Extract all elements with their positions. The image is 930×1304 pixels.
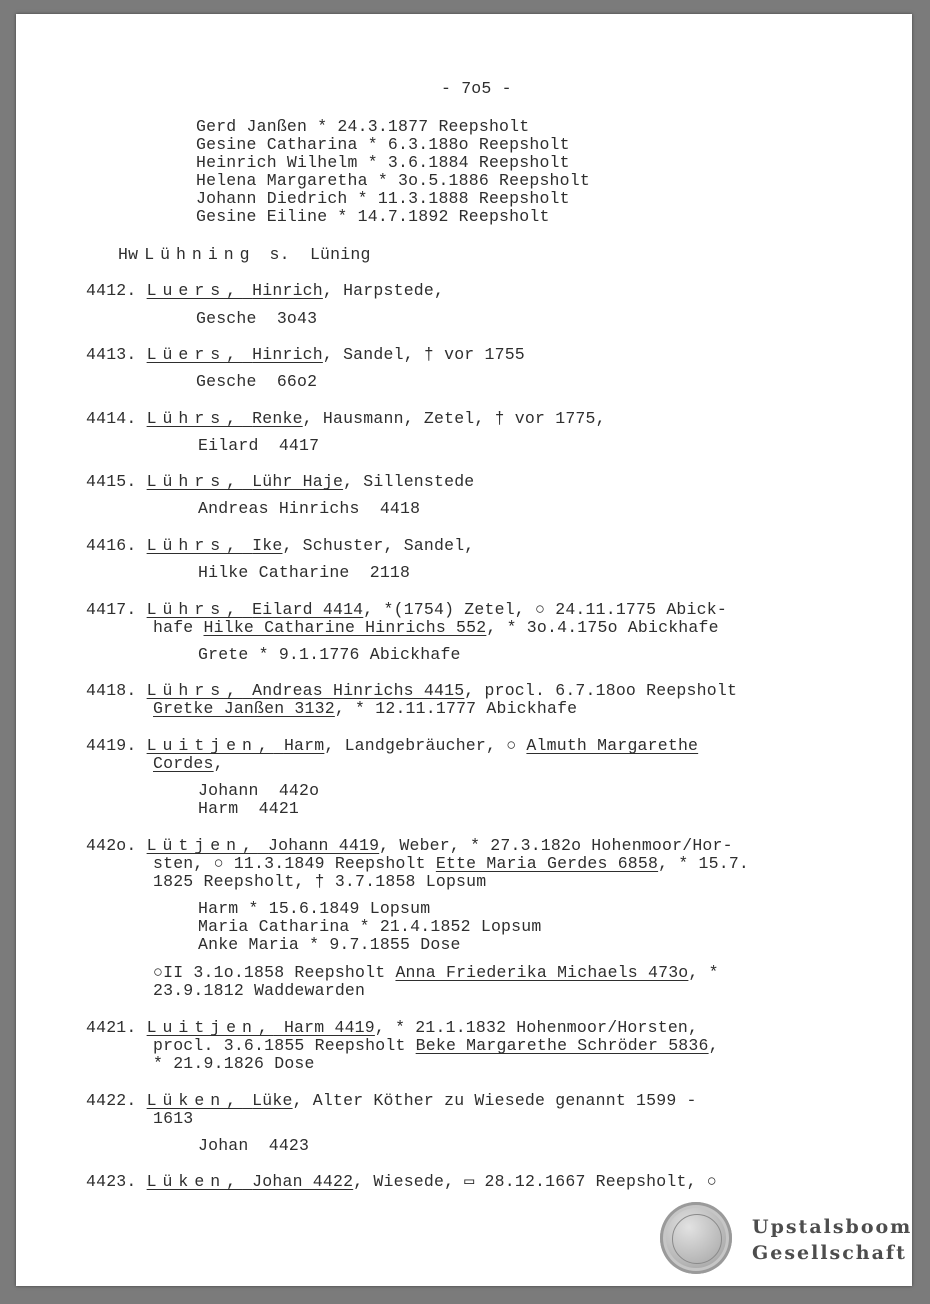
entry-4419: 4419. Luitjen, Harm, Landgebräucher, ○ Almuth Margarethe: [86, 736, 699, 755]
page-number: - 7o5 -: [441, 79, 512, 98]
spouse-name: Almuth Margarethe: [526, 736, 699, 755]
entry-child: Hilke Catharine 2118: [198, 563, 411, 582]
entry-4422: 4422. Lüken, Lüke, Alter Köther zu Wiesede genannt 1599 -: [86, 1091, 697, 1110]
entry-line: 1613: [153, 1109, 194, 1128]
entry-4420: 442o. Lütjen, Johann 4419, Weber, * 27.3.182o Hohenmoor/Hor-: [86, 836, 733, 855]
entry-4418: 4418. Lührs, Andreas Hinrichs 4415, procl. 6.7.18oo Reepsholt: [86, 681, 738, 700]
entry-number: 4414.: [86, 409, 137, 428]
entry-line: procl. 3.6.1855 Reepsholt Beke Margarethe Schröder 5836,: [153, 1036, 719, 1055]
entry-4421: 4421. Luitjen, Harm 4419, * 21.1.1832 Hohenmoor/Horsten,: [86, 1018, 699, 1037]
entry-number: 4412.: [86, 281, 137, 300]
entry-line: Gretke Janßen 3132, * 12.11.1777 Abickhafe: [153, 699, 578, 718]
entry-number: 4417.: [86, 600, 137, 619]
entry-number: 4418.: [86, 681, 137, 700]
entry-name: Lüers, Hinrich: [146, 345, 323, 364]
ref-rest: s. Lüning: [269, 245, 371, 264]
entry-4414: 4414. Lührs, Renke, Hausmann, Zetel, † vor 1775,: [86, 409, 606, 428]
spouse-name: Ette Maria Gerdes 6858: [435, 854, 659, 873]
entry-name: Luitjen, Harm 4419: [146, 1018, 375, 1037]
logo-line2: Gesellschaft: [752, 1242, 907, 1264]
entry-child: Johann 442o: [198, 781, 320, 800]
entry-name: Lührs, Andreas Hinrichs 4415: [146, 681, 465, 700]
entry-child: Harm 4421: [198, 799, 300, 818]
entry-name: Lührs, Eilard 4414: [146, 600, 364, 619]
entry-name: Luitjen, Harm: [146, 736, 325, 755]
logo-line1: Upstalsboom: [752, 1216, 913, 1238]
child-line: Gerd Janßen * 24.3.1877 Reepsholt: [196, 117, 530, 136]
entry-child: Gesche 66o2: [196, 372, 318, 391]
entry-child: Harm * 15.6.1849 Lopsum: [198, 899, 431, 918]
entry-child: Anke Maria * 9.7.1855 Dose: [198, 935, 461, 954]
entry-number: 4413.: [86, 345, 137, 364]
cross-reference: [118, 246, 371, 264]
entry-name: Lüken, Johan 4422: [146, 1172, 354, 1191]
entry-line: sten, ○ 11.3.1849 Reepsholt Ette Maria Gerdes 6858, * 15.7.: [153, 854, 750, 873]
second-marriage: ○II 3.1o.1858 Reepsholt Anna Friederika Michaels 473o, *: [153, 963, 719, 982]
spouse-name: Anna Friederika Michaels 473o: [395, 963, 689, 982]
entry-child: Maria Catharina * 21.4.1852 Lopsum: [198, 917, 542, 936]
child-line: Johann Diedrich * 11.3.1888 Reepsholt: [196, 189, 570, 208]
entry-number: 442o.: [86, 836, 137, 855]
entry-child: Eilard 4417: [198, 436, 320, 455]
ref-prefix: Hw: [118, 245, 139, 264]
entry-child: Grete * 9.1.1776 Abickhafe: [198, 645, 461, 664]
entry-name: Lührs, Renke: [146, 409, 303, 428]
spouse-name: Beke Margarethe Schröder 5836: [415, 1036, 709, 1055]
entry-line: 23.9.1812 Waddewarden: [153, 981, 366, 1000]
entry-child: Andreas Hinrichs 4418: [198, 499, 421, 518]
entry-line: 1825 Reepsholt, † 3.7.1858 Lopsum: [153, 872, 487, 891]
entry-line: * 21.9.1826 Dose: [153, 1054, 315, 1073]
entry-number: 4415.: [86, 472, 137, 491]
child-line: Helena Margaretha * 3o.5.1886 Reepsholt: [196, 171, 590, 190]
entry-child: Johan 4423: [198, 1136, 310, 1155]
child-line: Gesine Eiline * 14.7.1892 Reepsholt: [196, 207, 550, 226]
spouse-name: Cordes: [153, 754, 214, 773]
entry-child: Gesche 3o43: [196, 309, 318, 328]
ref-name: Lühning: [144, 245, 256, 264]
upstalsboom-logo: [660, 1202, 913, 1274]
spouse-name: Hilke Catharine Hinrichs 552: [203, 618, 487, 637]
entry-4416: 4416. Lührs, Ike, Schuster, Sandel,: [86, 536, 475, 555]
entry-line: Cordes,: [153, 754, 224, 773]
entry-number: 4419.: [86, 736, 137, 755]
entry-4412: 4412. Luers, Hinrich, Harpstede,: [86, 281, 445, 300]
entry-line: hafe Hilke Catharine Hinrichs 552, * 3o.4.175o Abickhafe: [153, 618, 719, 637]
entry-name: Lüken, Lüke: [146, 1091, 293, 1110]
seal-icon: [660, 1202, 732, 1274]
entry-4415: 4415. Lührs, Lühr Haje, Sillenstede: [86, 472, 475, 491]
entry-name: Lührs, Lühr Haje: [146, 472, 344, 491]
entry-number: 4421.: [86, 1018, 137, 1037]
child-line: Gesine Catharina * 6.3.188o Reepsholt: [196, 135, 570, 154]
entry-number: 4416.: [86, 536, 137, 555]
entry-number: 4422.: [86, 1091, 137, 1110]
entry-4413: 4413. Lüers, Hinrich, Sandel, † vor 1755: [86, 345, 525, 364]
entry-name: Lührs, Ike: [146, 536, 283, 555]
child-line: Heinrich Wilhelm * 3.6.1884 Reepsholt: [196, 153, 570, 172]
entry-4417: 4417. Lührs, Eilard 4414, *(1754) Zetel, ○ 24.11.1775 Abick-: [86, 600, 727, 619]
entry-number: 4423.: [86, 1172, 137, 1191]
entry-4423: 4423. Lüken, Johan 4422, Wiesede, ▭ 28.12.1667 Reepsholt, ○: [86, 1172, 717, 1191]
entry-name: Luers, Hinrich: [146, 281, 323, 300]
entry-name: Lütjen, Johann 4419: [146, 836, 380, 855]
spouse-name: Gretke Janßen 3132: [153, 699, 335, 718]
